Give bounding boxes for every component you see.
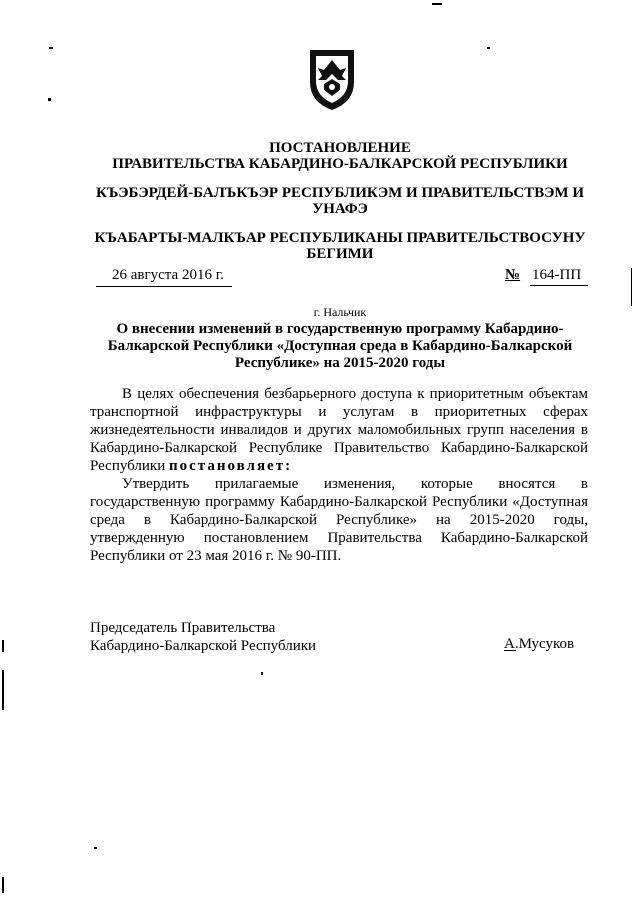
document-title: [60, 140, 620, 172]
balkar-title: [60, 230, 620, 262]
city-label: г. Нальчик: [313, 305, 367, 319]
document-number: 164-ПП: [532, 267, 582, 283]
scan-mark: [487, 47, 490, 49]
subject-line-3: Республике» на 2015-2020 годы: [234, 355, 446, 371]
kabardian-line-2: УНАФЭ: [312, 201, 368, 217]
title-line-1: ПОСТАНОВЛЕНИЕ: [269, 140, 411, 156]
signatory-name: А.Мусуков: [504, 636, 575, 652]
scan-mark: [48, 98, 51, 101]
decree-word: постановляет:: [169, 458, 293, 474]
scan-mark: [2, 670, 4, 710]
signatory-position: [90, 619, 316, 655]
scan-mark: [631, 268, 632, 306]
scan-mark: [2, 640, 4, 652]
number-label: №: [505, 267, 521, 283]
kabardian-line-1: КЪЭБЭРДЕЙ-БАЛЪКЪЭР РЕСПУБЛИКЭМ И ПРАВИТЕЛЬСТВЭМ И: [96, 185, 584, 201]
scan-mark: [49, 47, 53, 49]
subject-line-1: О внесении изменений в государственную программу Кабардино-: [116, 321, 564, 337]
balkar-line-1: КЪАБАРТЫ-МАЛКЪАР РЕСПУБЛИКАНЫ ПРАВИТЕЛЬСТВОСУНУ: [94, 230, 586, 246]
coat-of-arms-emblem: [304, 46, 360, 112]
kabardian-title: [60, 185, 620, 217]
title-line-2: ПРАВИТЕЛЬСТВА КАБАРДИНО-БАЛКАРСКОЙ РЕСПУБЛИКИ: [112, 156, 568, 172]
scan-mark: [2, 877, 4, 893]
document-subject: [90, 321, 590, 372]
position-line-2: Кабардино-Балкарской Республики: [90, 638, 317, 654]
subject-line-2: Балкарской Республики «Доступная среда в Кабардино-Балкарской: [107, 338, 573, 354]
position-line-1: Председатель Правительства: [90, 620, 276, 636]
scan-mark: [432, 3, 442, 5]
body-paragraph-2: Утвердить прилагаемые изменения, которые вносятся в государственную программу Кабардино-Балкарской Республики «Доступная среда в Кабардино-Балкарской Республике» на 2015-2020 годы, утвержденную постановлением Правительства Кабардино-Балкарской Республики от 23 мая 2016 г. № 90-ПП.: [90, 476, 588, 564]
number-underline: [530, 285, 588, 286]
document-date: 26 августа 2016 г.: [112, 267, 224, 283]
balkar-line-2: БЕГИМИ: [306, 246, 374, 262]
scan-mark: [261, 672, 263, 675]
body-paragraph-1: [90, 385, 588, 475]
paragraph-1-text: В целях обеспечения безбарьерного доступа к приоритетным объектам транспортной инфраструктуры и услугам в приоритетных сферах жизнедеятельности инвалидов и других маломобильных групп населения в Кабардино-Балкарской Республике Правительство Кабардино-Балкарской Республики: [90, 386, 588, 474]
scan-mark: [94, 847, 97, 849]
